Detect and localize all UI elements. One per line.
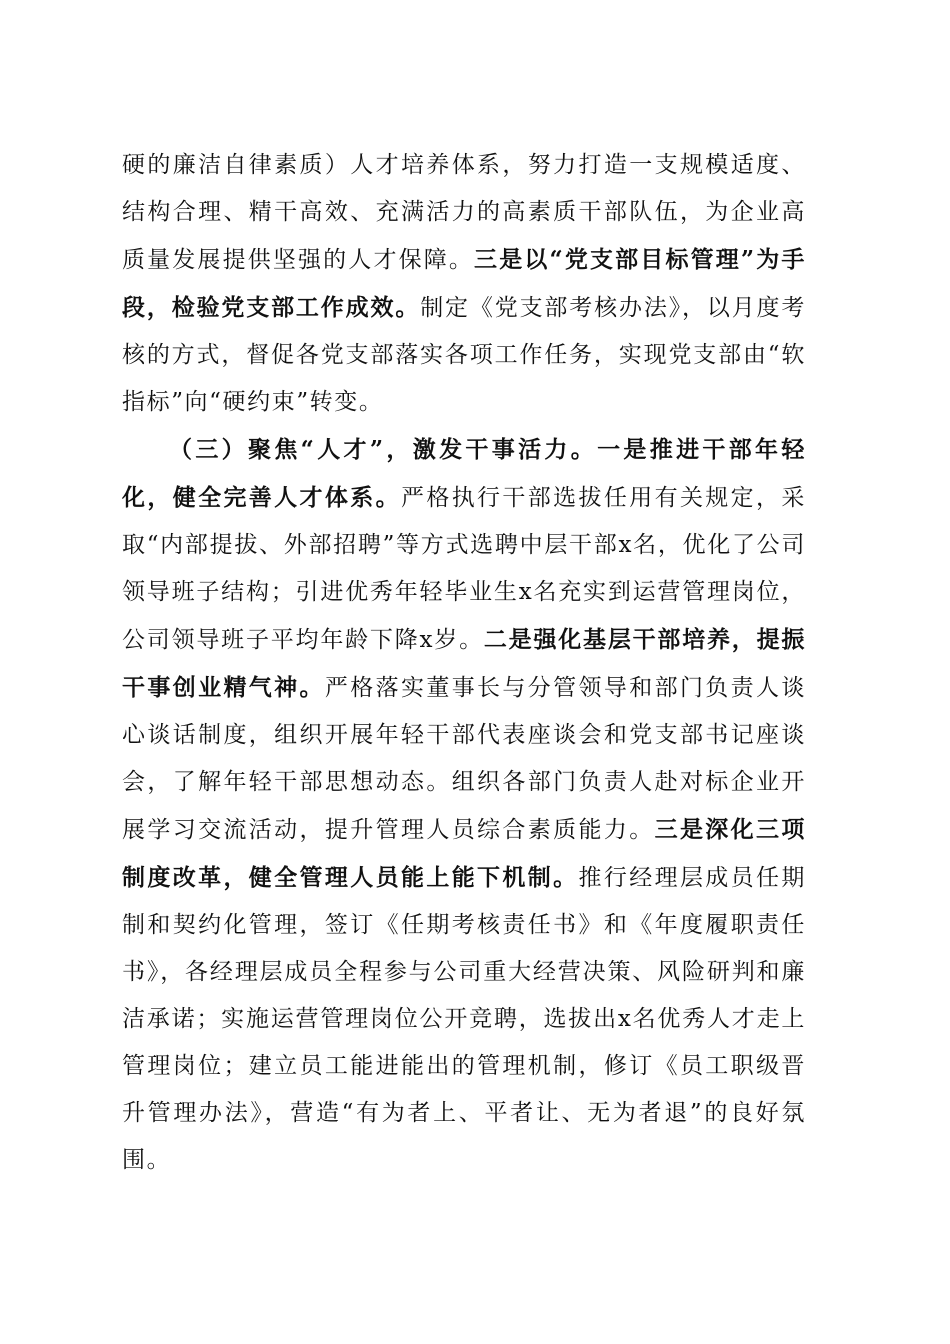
- p2-heading-3: 三是深化三项制度改革，健全管理人员能上能下机制。: [122, 816, 806, 891]
- section-heading-3: （三）聚焦“人才”，激发干事活力。一是推进干部年轻化，健全完善人才体系。: [122, 436, 806, 511]
- p1-text-1: 硬的廉洁自律素质）人才培养体系，努力打造一支规模适度、结构合理、精干高效、充满活力的高素质干部队伍，为企业高质量发展提供坚强的人才保障。: [122, 152, 806, 273]
- p2-text-1: 严格执行干部选拔任用有关规定，采取“内部提拔、外部招聘”等方式选聘中层干部x名，优化了公司领导班子结构；引进优秀年轻毕业生x名充实到运营管理岗位，公司领导班子平均年龄下降x岁。: [122, 485, 806, 653]
- document-body: [122, 142, 806, 1184]
- p2-text-2: 严格落实董事长与分管领导和部门负责人谈心谈话制度，组织开展年轻干部代表座谈会和党支部书记座谈会，了解年轻干部思想动态。组织各部门负责人赴对标企业开展学习交流活动，提升管理人员综合素质能力。: [122, 675, 806, 843]
- p2-text-3: 推行经理层成员任期制和契约化管理，签订《任期考核责任书》和《年度履职责任书》，各经理层成员全程参与公司重大经营决策、风险研判和廉洁承诺；实施运营管理岗位公开竞聘，选拔出x名优秀人才走上管理岗位；建立员工能进能出的管理机制，修订《员工职级晋升管理办法》，营造“有为者上、平者让、无为者退”的良好氛围。: [122, 865, 806, 1173]
- paragraph-1: [122, 142, 806, 426]
- p1-heading-3: 三是以“党支部目标管理”为手段，检验党支部工作成效。: [122, 246, 807, 321]
- p2-heading-2: 二是强化基层干部培养，提振干事创业精气神。: [122, 626, 806, 701]
- p1-text-2: 制定《党支部考核办法》，以月度考核的方式，督促各党支部落实各项工作任务，实现党支部由“软指标”向“硬约束”转变。: [122, 295, 807, 415]
- paragraph-2: [122, 426, 806, 1184]
